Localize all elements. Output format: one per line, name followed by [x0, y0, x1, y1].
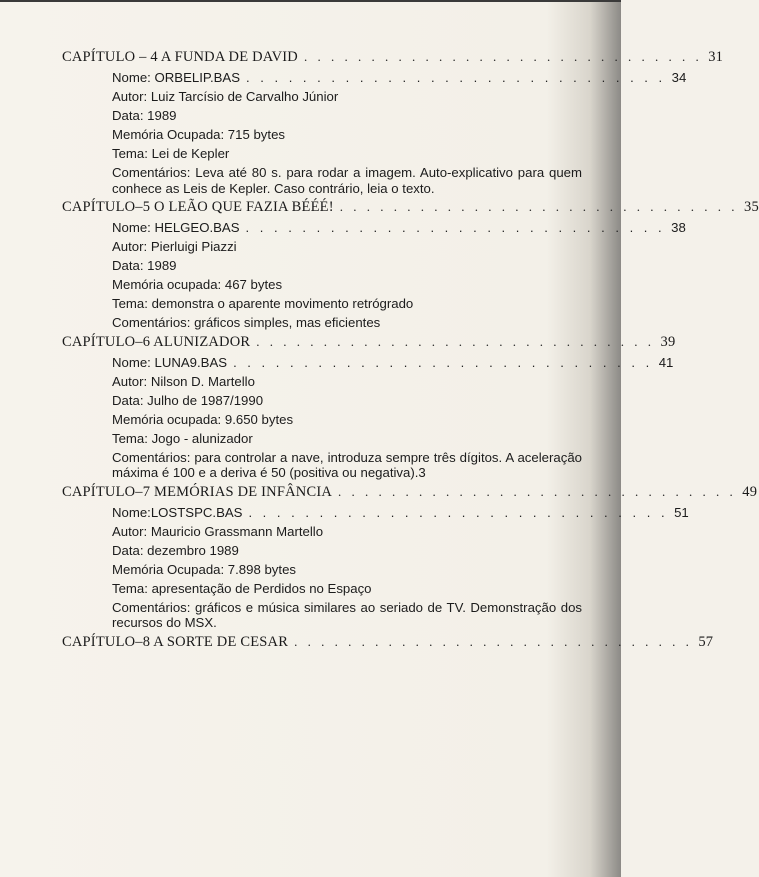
chapter-title: CAPÍTULO–5 O LEÃO QUE FAZIA BÉÉÉ! — [62, 199, 334, 215]
program-comment: Comentários: Leva até 80 s. para rodar a imagem. Auto-explicativo para quem conhece as Leis de Kepler. Caso contrário, leia o texto. — [112, 165, 582, 196]
dot-leader: . . . . . . . . . . . . . . . . . . . . . . . . . . . . . . — [233, 354, 653, 370]
program-date: Data: 1989 — [112, 108, 177, 123]
program-date: Data: 1989 — [112, 258, 177, 273]
chapter-title: CAPÍTULO–6 ALUNIZADOR — [62, 333, 251, 350]
dot-leader: . . . . . . . . . . . . . . . . . . . . . . . . . . . . . . — [246, 70, 666, 85]
chapter-heading — [62, 633, 714, 655]
chapter-title: CAPÍTULO–7 MEMÓRIAS DE INFÂNCIA — [62, 483, 333, 500]
chapter-title: CAPÍTULO–8 A SORTE DE CESAR — [62, 633, 289, 650]
program-author: Autor: Luiz Tarcísio de Carvalho Júnior — [112, 89, 339, 104]
program-date: Data: dezembro 1989 — [112, 542, 239, 558]
program-page-number: 34 — [671, 70, 687, 85]
chapter-page-number: 39 — [660, 333, 676, 350]
dot-leader: . . . . . . . . . . . . . . . . . . . . . . . . . . . . . . — [338, 483, 737, 499]
program-file-row — [112, 504, 689, 521]
dot-leader: . . . . . . . . . . . . . . . . . . . . . . . . . . . . . . — [294, 633, 693, 649]
program-page-number: 51 — [674, 504, 689, 520]
program-author: Autor: Nilson D. Martello — [112, 373, 255, 389]
program-comment: Comentários: para controlar a nave, introduza sempre três dígitos. A aceleração máxima é 100 e a deriva é 50 (positiva ou negativa).3 — [112, 449, 582, 480]
program-theme: Tema: demonstra o aparente movimento retrógrado — [112, 296, 414, 311]
program-theme: Tema: apresentação de Perdidos no Espaço — [112, 580, 372, 596]
program-file-row — [112, 220, 686, 236]
program-entry — [62, 220, 686, 331]
chapter-page-number: 35 — [744, 199, 759, 215]
program-file-row — [112, 70, 687, 86]
program-file-row — [112, 354, 674, 371]
program-file-name: Nome: HELGEO.BAS — [112, 220, 240, 235]
dot-leader: . . . . . . . . . . . . . . . . . . . . . . . . . . . . . . — [245, 220, 666, 235]
program-entry — [62, 504, 689, 631]
chapter-heading — [62, 199, 759, 220]
program-file-name: Nome: ORBELIP.BAS — [112, 70, 241, 85]
program-entry — [62, 354, 674, 481]
program-memory: Memória Ocupada: 715 bytes — [112, 127, 285, 142]
chapter-title: CAPÍTULO – 4 A FUNDA DE DAVID — [62, 49, 298, 65]
dot-leader: . . . . . . . . . . . . . . . . . . . . . . . . . . . . . . — [303, 49, 703, 64]
chapter-page-number: 49 — [742, 483, 758, 500]
chapter-page-number: 57 — [698, 633, 714, 650]
program-memory: Memória Ocupada: 7.898 bytes — [112, 561, 296, 577]
table-of-contents — [62, 49, 759, 655]
program-memory: Memória ocupada: 9.650 bytes — [112, 411, 294, 427]
program-file-name: Nome: LUNA9.BAS — [112, 354, 228, 370]
program-author: Autor: Pierluigi Piazzi — [112, 239, 237, 254]
dot-leader: . . . . . . . . . . . . . . . . . . . . . . . . . . . . . . — [339, 199, 738, 214]
program-theme: Tema: Jogo - alunizador — [112, 430, 253, 446]
program-comment: Comentários: gráficos simples, mas eficientes — [112, 315, 381, 330]
program-page-number: 41 — [658, 354, 674, 370]
chapter-heading — [62, 333, 676, 355]
program-entry — [62, 70, 687, 196]
program-author: Autor: Mauricio Grassmann Martello — [112, 523, 324, 539]
program-memory: Memória ocupada: 467 bytes — [112, 277, 283, 292]
program-date: Data: Julho de 1987/1990 — [112, 392, 264, 408]
program-comment: Comentários: gráficos e música similares ao seriado de TV. Demonstração dos recursos do MSX. — [112, 599, 582, 630]
chapter-heading — [62, 483, 758, 505]
dot-leader: . . . . . . . . . . . . . . . . . . . . . . . . . . . . . . — [256, 333, 655, 349]
chapter-page-number: 31 — [708, 49, 724, 65]
program-theme: Tema: Lei de Kepler — [112, 146, 230, 161]
dot-leader: . . . . . . . . . . . . . . . . . . . . . . . . . . . . . . — [248, 504, 669, 520]
program-file-name: Nome:LOSTSPC.BAS — [112, 504, 243, 520]
chapter-heading — [62, 49, 724, 70]
program-page-number: 38 — [671, 220, 686, 235]
